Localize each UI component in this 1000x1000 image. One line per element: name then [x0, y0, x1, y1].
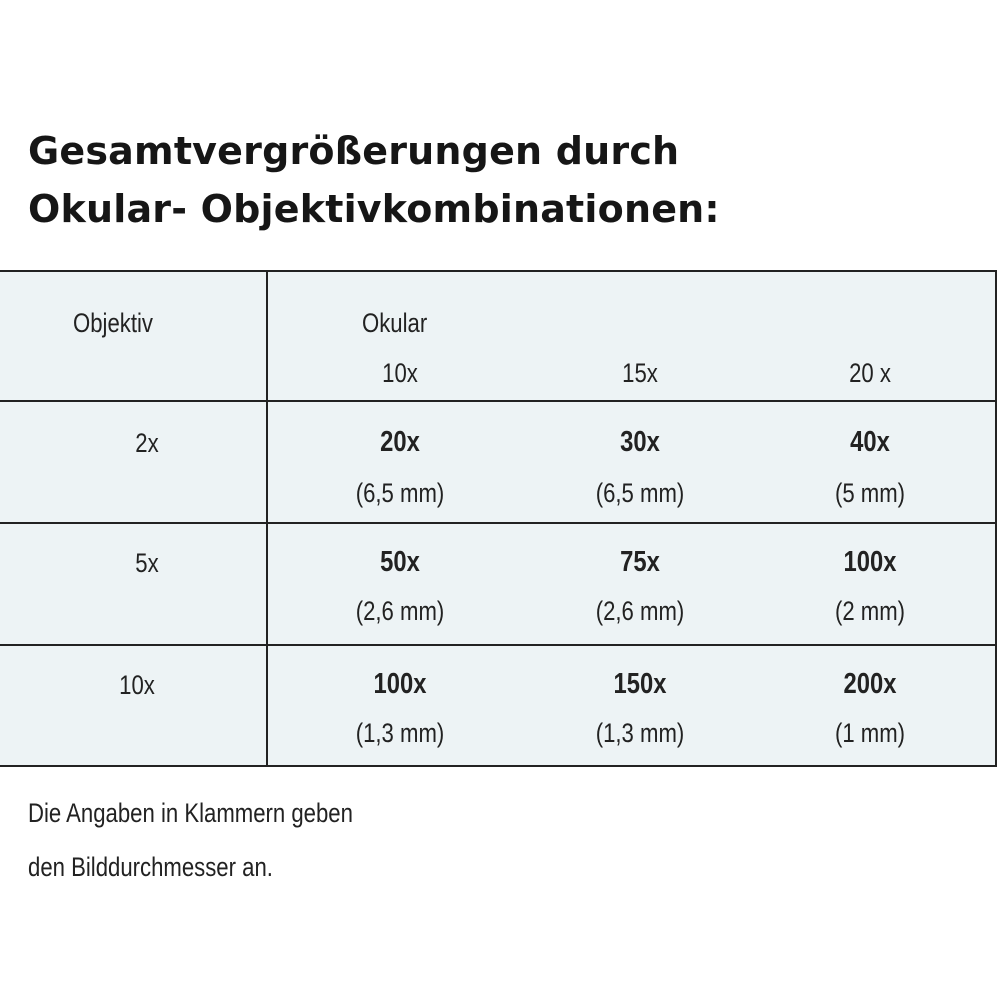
- magnification-value: 200x: [843, 668, 897, 700]
- eyepiece-15x: 15x: [622, 358, 658, 388]
- diameter-value: (2,6 mm): [595, 596, 685, 626]
- magnification-value: 75x: [620, 546, 660, 578]
- magnification-value: 40x: [850, 426, 890, 458]
- row-divider-2: [0, 644, 995, 646]
- magnification-value: 150x: [613, 668, 667, 700]
- magnification-value: 100x: [843, 546, 897, 578]
- diameter-value: (6,5 mm): [355, 478, 445, 508]
- footnote-line-1: Die Angaben in Klammern geben: [28, 798, 353, 828]
- header-row-divider: [0, 400, 995, 402]
- eyepiece-header: Okular: [362, 308, 428, 338]
- objective-header: Objektiv: [72, 308, 153, 338]
- eyepiece-20x: 20 x: [849, 358, 891, 388]
- diameter-value: (1,3 mm): [595, 718, 685, 748]
- footnote: [28, 786, 353, 894]
- diameter-value: (1 mm): [834, 718, 906, 748]
- title-line-2: Okular- Objektivkombinationen:: [28, 187, 720, 231]
- page-title: [28, 122, 988, 238]
- magnification-value: 50x: [380, 546, 420, 578]
- magnification-value: 30x: [620, 426, 660, 458]
- magnification-value: 20x: [380, 426, 420, 458]
- diameter-value: (2 mm): [834, 596, 906, 626]
- objective-2x: 2x: [135, 428, 159, 458]
- diameter-value: (2,6 mm): [355, 596, 445, 626]
- objective-5x: 5x: [135, 548, 159, 578]
- magnification-value: 100x: [373, 668, 427, 700]
- diameter-value: (6,5 mm): [595, 478, 685, 508]
- footnote-line-2: den Bilddurchmesser an.: [28, 852, 273, 882]
- magnification-table: [0, 270, 997, 767]
- objective-10x: 10x: [119, 670, 155, 700]
- eyepiece-10x: 10x: [382, 358, 418, 388]
- row-divider-1: [0, 522, 995, 524]
- diameter-value: (1,3 mm): [355, 718, 445, 748]
- diameter-value: (5 mm): [834, 478, 906, 508]
- title-line-1: Gesamtvergrößerungen durch: [28, 129, 680, 173]
- column-divider: [266, 272, 268, 765]
